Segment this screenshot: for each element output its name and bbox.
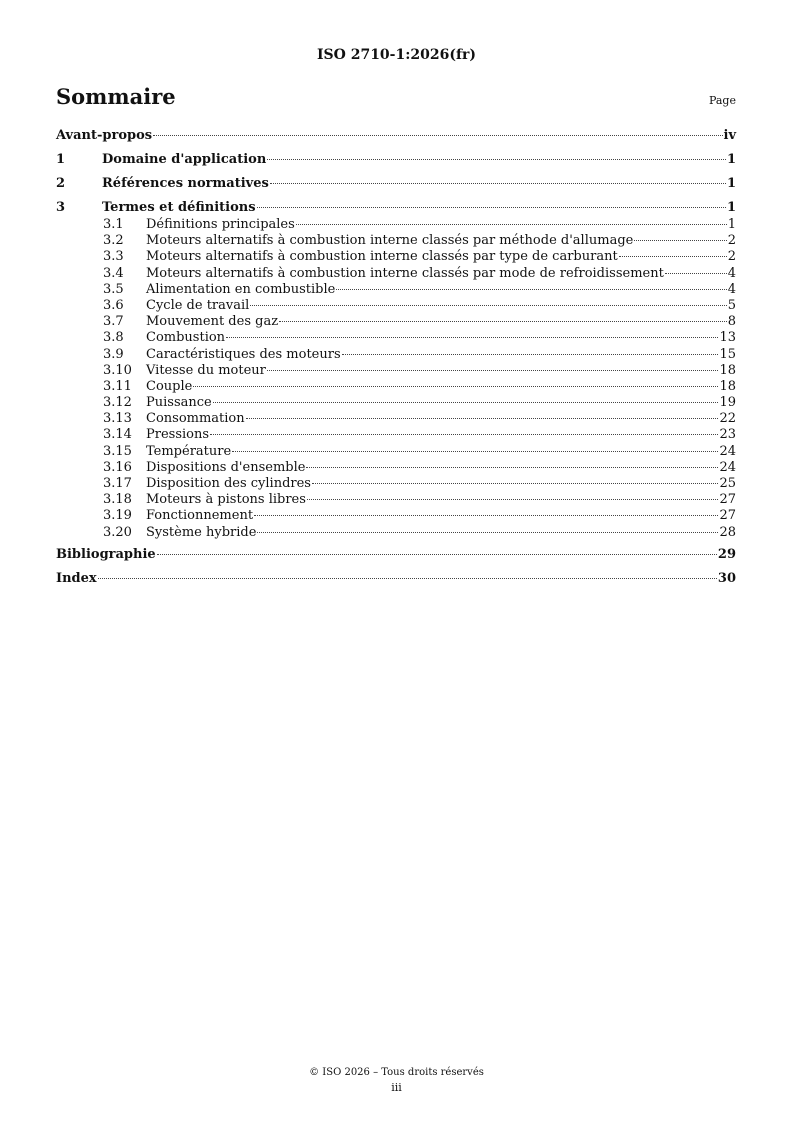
toc-entry-label: Dispositions d'ensemble bbox=[146, 459, 306, 475]
toc-entry-number: 3.6 bbox=[103, 297, 124, 313]
toc-entry-number: 3.15 bbox=[103, 443, 132, 459]
toc-leader bbox=[296, 224, 727, 225]
toc-entry-label: Moteurs alternatifs à combustion interne classés par méthode d'allumage bbox=[146, 233, 634, 249]
toc-entry-page: 15 bbox=[719, 346, 736, 362]
toc-entry-label: Système hybride bbox=[146, 524, 257, 540]
toc-entry-page: 1 bbox=[726, 200, 736, 215]
toc-sub-entry[interactable] bbox=[56, 249, 736, 265]
toc-sub-entry[interactable] bbox=[56, 363, 736, 379]
toc-entry-page: 1 bbox=[727, 217, 736, 232]
toc-title-row bbox=[56, 84, 736, 109]
toc-entry-label: Moteurs à pistons libres bbox=[146, 492, 306, 508]
page-number: iii bbox=[391, 1081, 402, 1094]
toc-entry-page: 27 bbox=[719, 492, 736, 508]
toc-sub-entries bbox=[56, 217, 736, 541]
toc-entry-number: 1 bbox=[56, 152, 66, 167]
page-footer bbox=[0, 1065, 793, 1095]
toc-entry-page: 5 bbox=[727, 297, 736, 313]
toc-leader bbox=[226, 337, 718, 338]
toc-entry-number: 3.3 bbox=[103, 249, 124, 265]
toc-entry-number: 3.19 bbox=[103, 508, 132, 524]
toc-entry-label: Puissance bbox=[146, 395, 212, 411]
toc-sub-entry[interactable] bbox=[56, 492, 736, 508]
toc-leader bbox=[232, 451, 718, 452]
toc-sub-entry[interactable] bbox=[56, 330, 736, 346]
toc-sub-entry[interactable] bbox=[56, 411, 736, 427]
toc-entry-number: 3.11 bbox=[103, 378, 132, 394]
toc-sub-entry[interactable] bbox=[56, 347, 736, 363]
toc-entry-page: 28 bbox=[719, 524, 736, 540]
toc-entry-number: 3.14 bbox=[103, 427, 132, 443]
toc-entry-number: 3.7 bbox=[103, 314, 124, 330]
toc-entry-page: 4 bbox=[727, 265, 736, 281]
toc-sub-entry[interactable] bbox=[56, 427, 736, 443]
toc-entry-number: 3.16 bbox=[103, 459, 132, 475]
toc-entry-page: 18 bbox=[719, 378, 736, 394]
toc-leader bbox=[246, 418, 719, 419]
toc-sub-entry[interactable] bbox=[56, 460, 736, 476]
toc-entry-page: 30 bbox=[717, 570, 736, 586]
toc-leader bbox=[270, 183, 726, 184]
toc-leader bbox=[619, 256, 727, 257]
toc-leader bbox=[157, 554, 717, 555]
toc-title: Sommaire bbox=[56, 84, 176, 109]
toc-sub-entry[interactable] bbox=[56, 233, 736, 249]
toc-entry-label: Termes et définitions bbox=[102, 200, 256, 215]
toc-entry-scope[interactable] bbox=[56, 152, 736, 174]
toc-entry-number: 3.2 bbox=[103, 233, 124, 249]
toc-entry-page: 8 bbox=[727, 314, 736, 330]
toc-entry-label: Consommation bbox=[146, 411, 245, 427]
toc-leader bbox=[267, 370, 719, 371]
toc-entry-number: 3.9 bbox=[103, 346, 124, 362]
toc-entry-label: Fonctionnement bbox=[146, 508, 254, 524]
toc-entry-label: Bibliographie bbox=[56, 546, 156, 562]
toc-sub-entry[interactable] bbox=[56, 314, 736, 330]
toc-leader bbox=[312, 483, 718, 484]
toc-entry-number: 3.5 bbox=[103, 281, 124, 297]
toc-entry-page: 1 bbox=[726, 176, 736, 191]
toc-leader bbox=[665, 273, 727, 274]
toc-leader bbox=[336, 289, 726, 290]
toc-entry-label: Moteurs alternatifs à combustion interne classés par mode de refroidissement bbox=[146, 265, 664, 281]
toc-entry-label: Avant-propos bbox=[56, 128, 153, 143]
toc-entry-page: 18 bbox=[719, 362, 736, 378]
toc-entry-label: Pressions bbox=[146, 427, 210, 443]
toc-sub-entry[interactable] bbox=[56, 217, 736, 233]
toc-entry-label: Combustion bbox=[146, 330, 226, 346]
toc-sub-entry[interactable] bbox=[56, 508, 736, 524]
toc-entry-label: Références normatives bbox=[102, 176, 269, 191]
toc-sub-entry[interactable] bbox=[56, 266, 736, 282]
toc-leader bbox=[98, 578, 717, 579]
toc-leader bbox=[257, 207, 726, 208]
document-id: ISO 2710-1:2026(fr) bbox=[316, 47, 477, 63]
toc-sub-entry[interactable] bbox=[56, 525, 736, 541]
toc-leader bbox=[250, 305, 726, 306]
toc-entry-number: 3.1 bbox=[103, 217, 124, 232]
toc-entry-page: 19 bbox=[719, 395, 736, 411]
toc-entry-label: Index bbox=[56, 570, 97, 586]
toc-leader bbox=[267, 159, 726, 160]
toc-entry-normative-references[interactable] bbox=[56, 176, 736, 198]
toc-entry-label: Domaine d'application bbox=[102, 152, 267, 167]
toc-leader bbox=[153, 135, 722, 136]
toc-entry-page: 24 bbox=[719, 443, 736, 459]
toc-entry-number: 3.20 bbox=[103, 524, 132, 540]
toc-entry-label: Couple bbox=[146, 378, 193, 394]
toc-entry-page: 1 bbox=[726, 152, 736, 167]
toc-leader bbox=[213, 402, 719, 403]
toc-entry-label: Alimentation en combustible bbox=[146, 281, 336, 297]
toc-sub-entry[interactable] bbox=[56, 282, 736, 298]
toc-entry-label: Moteurs alternatifs à combustion interne classés par type de carburant bbox=[146, 249, 618, 265]
toc-entry-label: Température bbox=[146, 443, 232, 459]
toc-leader bbox=[257, 532, 718, 533]
toc-entry-label: Vitesse du moteur bbox=[146, 362, 266, 378]
toc-entry-number: 3.13 bbox=[103, 411, 132, 427]
toc-sub-entry[interactable] bbox=[56, 379, 736, 395]
toc-entry-page: 25 bbox=[719, 476, 736, 491]
toc-entry-number: 3.12 bbox=[103, 395, 132, 411]
toc-entry-label: Disposition des cylindres bbox=[146, 476, 311, 491]
toc-entry-number: 3.8 bbox=[103, 330, 124, 346]
toc-leader bbox=[279, 321, 727, 322]
toc-entry-index[interactable] bbox=[56, 571, 736, 593]
toc-leader bbox=[193, 386, 718, 387]
toc-leader bbox=[342, 354, 719, 355]
toc-entry-label: Définitions principales bbox=[146, 217, 295, 232]
toc-entry-page: 13 bbox=[719, 330, 736, 346]
toc-entry-label: Mouvement des gaz bbox=[146, 314, 279, 330]
toc-entry-number: 3.18 bbox=[103, 492, 132, 508]
toc-sub-entry[interactable] bbox=[56, 298, 736, 314]
table-of-contents bbox=[56, 128, 736, 593]
toc-entry-label: Cycle de travail bbox=[146, 297, 250, 313]
toc-entry-page: 2 bbox=[727, 249, 736, 265]
toc-entry-page: 2 bbox=[727, 233, 736, 249]
toc-entry-label: Caractéristiques des moteurs bbox=[146, 346, 341, 362]
toc-entry-page: iv bbox=[723, 128, 736, 143]
toc-entry-page: 4 bbox=[727, 281, 736, 297]
toc-entry-page: 22 bbox=[719, 411, 736, 427]
toc-leader bbox=[307, 499, 719, 500]
toc-entry-page: 24 bbox=[719, 459, 736, 475]
copyright-notice: © ISO 2026 – Tous droits réservés bbox=[309, 1067, 484, 1078]
page-column-label: Page bbox=[708, 94, 736, 107]
toc-leader bbox=[634, 240, 726, 241]
toc-entry-bibliography[interactable] bbox=[56, 547, 736, 569]
toc-entry-number: 2 bbox=[56, 176, 66, 191]
toc-entry-terms[interactable] bbox=[56, 200, 736, 217]
toc-leader bbox=[210, 434, 718, 435]
toc-entry-page: 29 bbox=[717, 546, 736, 562]
toc-leader bbox=[254, 515, 718, 516]
toc-entry-page: 23 bbox=[719, 427, 736, 443]
toc-sub-entry[interactable] bbox=[56, 476, 736, 492]
toc-sub-entry[interactable] bbox=[56, 444, 736, 460]
toc-entry-number: 3 bbox=[56, 200, 66, 215]
toc-entry-number: 3.4 bbox=[103, 265, 124, 281]
toc-entry-number: 3.10 bbox=[103, 362, 132, 378]
toc-entry-page: 27 bbox=[719, 508, 736, 524]
toc-entry-number: 3.17 bbox=[103, 476, 132, 491]
toc-sub-entry[interactable] bbox=[56, 395, 736, 411]
toc-entry-foreword[interactable] bbox=[56, 128, 736, 150]
toc-leader bbox=[306, 467, 718, 468]
